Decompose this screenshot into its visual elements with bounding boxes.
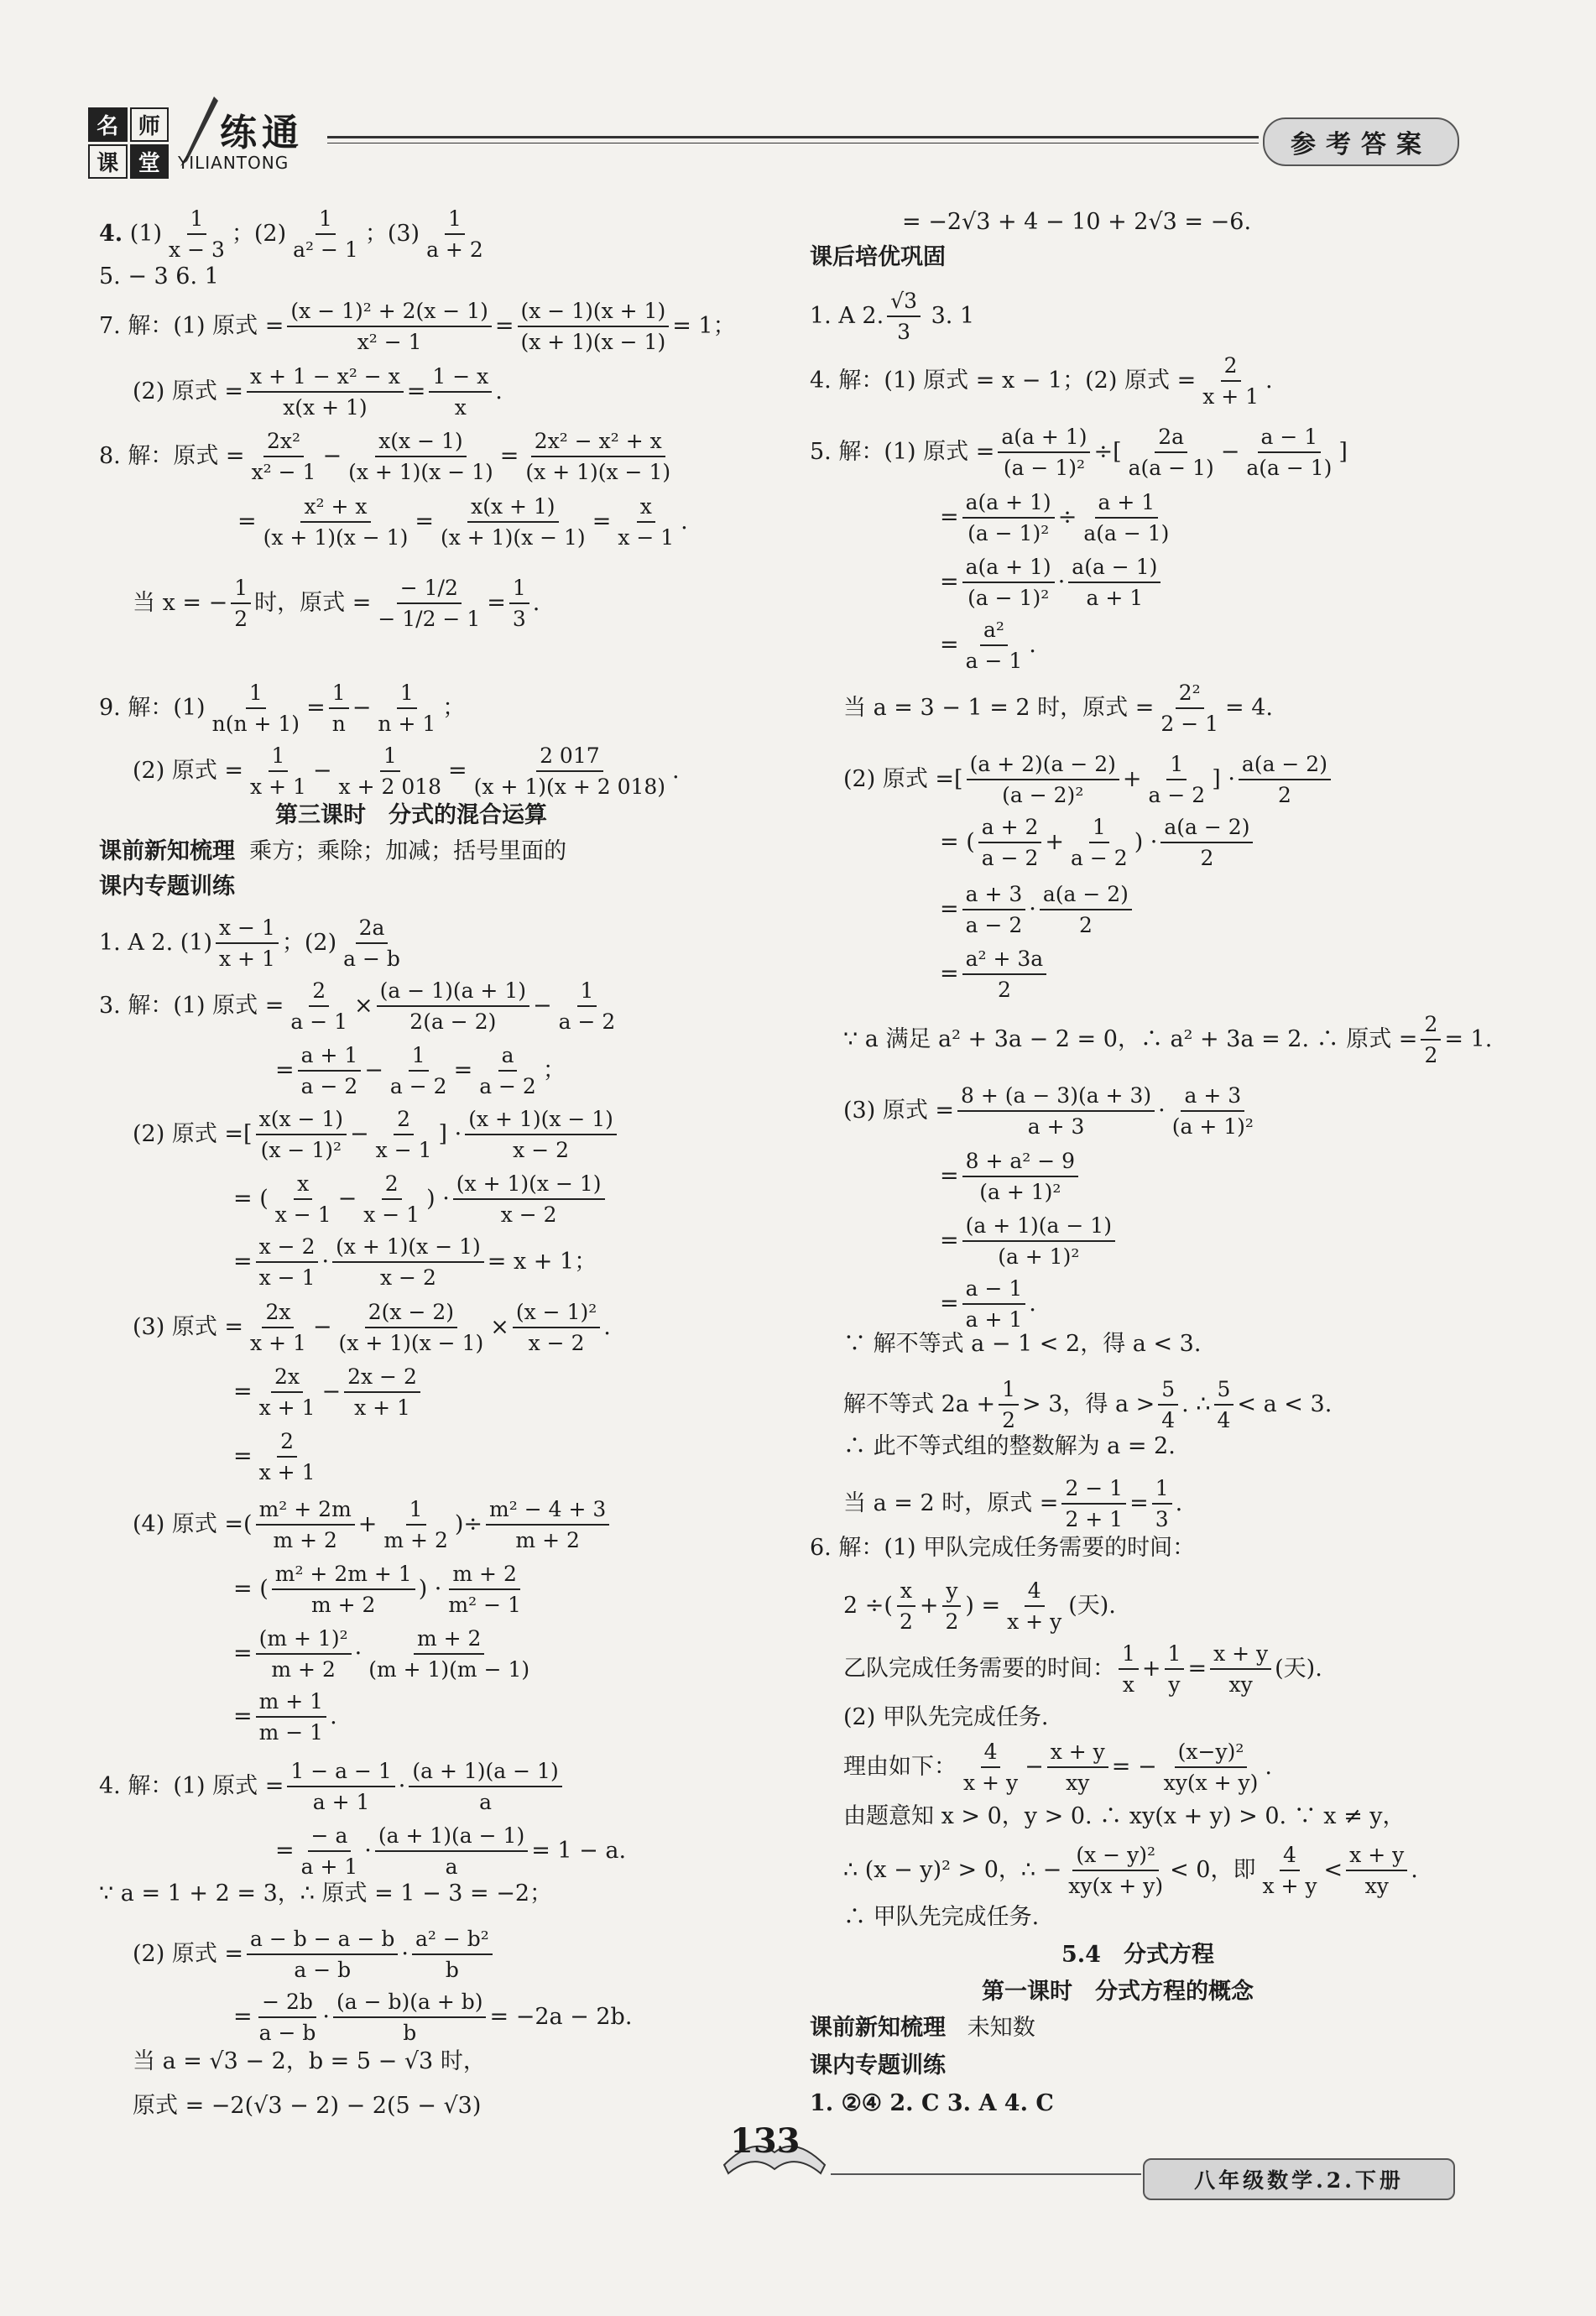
q8-line3: 当 x = − $\frac{1}{2}$ 时，原式 = $\frac{- 1/2}{- 1/2 - 1}$ = $\frac{1}{3}$ . [133,576,540,632]
r-pre-lesson-summary: 课前新知梳理 未知数 [810,2015,1035,2041]
r-q6-reason: 理由如下： $\frac{4}{x + y}$ − $\frac{x + y}{xy}$ = − $\frac{\text{(x−y)²}}{xy(x + y)}$ . [843,1740,1273,1796]
ic-q3-2a: (2) 原式 = [ $\frac{x(x - 1)}{\text{(x − 1)²}}$ − $\frac{2}{x - 1}$ ] · $\frac{(x + 1)(x - 1)}{x - 2}$ [133,1106,620,1164]
ic-q4-last: 原式 = −2(√3 − 2) − 2(5 − √3) [133,2093,482,2119]
q7-part2: (2) 原式 = $\frac{\text{x + 1 − x² − x}}{x(x + 1)}$ = $\frac{1 - x}{x}$ . [133,364,503,420]
r-q6-b: 乙队完成任务需要的时间： $\frac{1}{x}$ + $\frac{1}{y}$ = $\frac{x + y}{xy}$ (天). [843,1641,1322,1698]
r-q5-ineq1: ∵ 解不等式 a − 1 < 2，得 a < 3. [843,1331,1202,1357]
ic-q4-because: ∵ a = 1 + 2 = 3，∴ 原式 = 1 − 3 = −2； [99,1880,553,1907]
r-q5-3c: = $\frac{(a + 1)(a - 1)}{\text{(a + 1)²}}$ [940,1213,1119,1270]
answer-key-badge: 参考答案 [1263,117,1459,166]
ic-q3-4a: (4) 原式 = ( $\frac{\text{m² + 2m}}{m + 2}$ + $\frac{1}{m + 2}$ ) ÷ $\frac{\text{m² − 4 + 3}}{m + 2}$ [133,1496,613,1554]
r-q1-3: 1. A 2. $\frac{√3}{3}$ 3. 1 [810,289,975,345]
brand-subtitle: YILIANTONG [178,153,289,173]
r-q5-2d: = $\frac{\text{a² + 3a}}{2}$ [940,946,1050,1004]
r-q5-2b: = ( $\frac{a + 2}{a - 2}$ + $\frac{1}{a - 2}$ ) · $\frac{a(a - 2)}{2}$ [940,814,1256,872]
ic-q3-4d: = $\frac{m + 1}{m - 1}$ . [233,1689,337,1745]
ic-q3-2b: = ( $\frac{x}{x - 1}$ − $\frac{2}{x - 1}$ ) · $\frac{(x + 1)(x - 1)}{x - 2}$ [233,1171,608,1228]
post-class-title: 课后培优巩固 [810,244,946,270]
r-q5-2-since: ∵ a 满足 a² + 3a − 2 = 0，∴ a² + 3a = 2. ∴ 原式 = $\frac{2}{2}$ = 1. [843,1012,1493,1068]
ic-q3-1b: = $\frac{a + 1}{a - 2}$ − $\frac{1}{a - 2}$ = $\frac{a}{a - 2}$ ； [275,1043,566,1099]
r-continuation: = −2√3 + 4 − 10 + 2√3 = −6. [902,209,1252,235]
footer-rule [831,2173,1141,2175]
ic-q1-2: 1. A 2. (1) $\frac{x - 1}{x + 1}$ ；(2) $\frac{2a}{a - b}$ [99,915,400,972]
q4: 4. (1) $\frac{1}{x - 3}$ ；(2) $\frac{1}{\text{a² − 1}}$ ；(3) $\frac{1}{a + 2}$ [99,206,483,263]
brand-title: 练通 [220,112,304,154]
q5-6: 5. − 3 6. 1 [99,263,219,290]
r-q5-1a: 5. 解：(1) 原式 = $\frac{a(a + 1)}{\text{(a − 1)²}}$ ÷ [ $\frac{2a}{a(a - 1)}$ − $\frac{a - 1}{a(a - 1)}$ ] [810,425,1348,481]
r-q6-part2: (2) 甲队先完成任务. [843,1704,1049,1730]
ic-q4-2a: (2) 原式 = $\frac{a - b - a - b}{a - b}$ · $\frac{\text{a² − b²}}{b}$ [133,1926,496,1984]
q9-part2: (2) 原式 = $\frac{1}{x + 1}$ − $\frac{1}{x + 2 018}$ = $\frac{2 017}{(x + 1)(x + 2 018)}$ . [133,743,680,800]
section-5-4-title: 5.4 分式方程 [1061,1942,1214,1968]
ic-q4-2b: = $\frac{- 2b}{a - b}$ · $\frac{(a - b)(a + b)}{b}$ = −2a − 2b. [233,1990,633,2046]
ic-q3-4b: = ( $\frac{\text{m² + 2m + 1}}{m + 2}$ ) · $\frac{m + 2}{\text{m² − 1}}$ [233,1562,521,1618]
r-q4: 4. 解：(1) 原式 = x − 1；(2) 原式 = $\frac{2}{x + 1}$ . [810,353,1273,409]
series-logo: 名 师 课 堂 [88,107,169,175]
ic-q3-3b: = $\frac{2x}{x + 1}$ − $\frac{2x - 2}{x + 1}$ [233,1364,424,1421]
ic-q4-when: 当 a = √3 − 2，b = 5 − √3 时， [133,2048,486,2074]
r-q5-3b: = $\frac{\text{8 + a² − 9}}{\text{(a + 1)²}}$ [940,1148,1082,1206]
r-q5-ineq2: 解不等式 2a + $\frac{1}{2}$ > 3，得 a > $\frac{5}{4}$ . ∴ $\frac{5}{4}$ < a < 3. [843,1377,1333,1433]
r-q6-therefore: ∴ (x − y)² > 0，∴ − $\frac{\text{(x − y)²}}{xy(x + y)}$ < 0，即 $\frac{4}{x + y}$ < $\frac{x + y}{xy}$ . [843,1843,1418,1899]
r-q5-2a: (2) 原式 = [ $\frac{(a + 2)(a - 2)}{\text{(a − 2)²}}$ + $\frac{1}{a - 2}$ ] · $\frac{a(a - 2)}{2}$ [843,751,1334,809]
ic-q4-1a: 4. 解：(1) 原式 = $\frac{1 - a - 1}{a + 1}$ · $\frac{(a + 1)(a - 1)}{a}$ [99,1758,566,1816]
r-in-class-title: 课内专题训练 [810,2053,946,2079]
r-q6-given: 由题意知 x > 0，y > 0. ∴ xy(x + y) > 0. ∵ x ≠ y， [843,1803,1406,1829]
r-q5-int-sol: ∴ 此不等式组的整数解为 a = 2. [843,1433,1176,1459]
lesson3-title: 第三课时 分式的混合运算 [275,802,547,828]
lesson1-title: 第一课时 分式方程的概念 [982,1979,1254,2005]
r-q5-2c: = $\frac{a + 3}{a - 2}$ · $\frac{a(a - 2)}{2}$ [940,881,1135,939]
r-q6-head: 6. 解：(1) 甲队完成任务需要的时间： [810,1535,1196,1561]
ic-q4-1b: = $\frac{- a}{a + 1}$ · $\frac{(a + 1)(a - 1)}{a}$ = 1 − a. [275,1823,627,1880]
r-in-class-answers: 1. ②④ 2. C 3. A 4. C [810,2090,1054,2116]
r-q6-a: 2 ÷ ( $\frac{x}{2}$ + $\frac{y}{2}$ ) = $\frac{4}{x + y}$ (天). [843,1578,1116,1635]
page-number: 133 [730,2121,801,2161]
r-q5-1c: = $\frac{a(a + 1)}{\text{(a − 1)²}}$ · $\frac{a(a - 1)}{a + 1}$ [940,554,1164,612]
ic-q3-2c: = $\frac{x - 2}{x - 1}$ · $\frac{(x + 1)(x - 1)}{x - 2}$ = x + 1； [233,1234,597,1291]
r-q5-1d: = $\frac{\text{a²}}{a - 1}$ . [940,618,1036,674]
ic-q3-4c: = $\frac{\text{(m + 1)²}}{m + 2}$ · $\frac{m + 2}{(m + 1)(m - 1)}$ [233,1626,530,1682]
ic-q3-3a: (3) 原式 = $\frac{2x}{x + 1}$ − $\frac{2(x - 2)}{(x + 1)(x - 1)}$ × $\frac{\text{(x − 1)²}}{x - 2}$ . [133,1300,611,1356]
in-class-title: 课内专题训练 [99,874,235,900]
ic-q3-1a: 3. 解：(1) 原式 = $\frac{2}{a - 1}$ × $\frac{(a - 1)(a + 1)}{2(a - 2)}$ − $\frac{1}{a - 2}$ [99,978,616,1035]
q7-part1: 7. 解：(1) 原式 = $\frac{\text{(x − 1)² + 2(x − 1)}}{\text{x² − 1}}$ = $\frac{(x - 1)(x + 1)}{(x + 1)(x - 1)}$ = 1； [99,299,736,355]
r-q5-1b: = $\frac{a(a + 1)}{\text{(a − 1)²}}$ ÷ $\frac{a + 1}{a(a - 1)}$ [940,490,1170,546]
pre-lesson-summary: 课前新知梳理 乘方；乘除；加减；括号里面的 [99,838,567,864]
r-q5-3a: (3) 原式 = $\frac{8 + (a - 3)(a + 3)}{a + 3}$ · $\frac{a + 3}{\text{(a + 1)²}}$ [843,1083,1254,1140]
q9-part1: 9. 解：(1) $\frac{1}{n(n + 1)}$ = $\frac{1}{n}$ − $\frac{1}{n + 1}$ ； [99,681,466,737]
ic-q3-3c: = $\frac{2}{x + 1}$ [233,1429,316,1485]
q8-line1: 8. 解：原式 = $\frac{\text{2x²}}{\text{x² − 1}}$ − $\frac{x(x - 1)}{(x + 1)(x - 1)}$ = $\frac{\text{2x² − x² + x}}{(x + 1)(x - 1)}$ [99,429,671,485]
header-rule [327,136,1259,138]
r-q5-final: 当 a = 2 时，原式 = $\frac{2 - 1}{2 + 1}$ = $\frac{1}{3}$ . [843,1476,1183,1532]
r-q5-1-when: 当 a = 3 − 1 = 2 时，原式 = $\frac{\text{2²}}{2 - 1}$ = 4. [843,681,1273,737]
r-q6-conclusion: ∴ 甲队先完成任务. [843,1904,1040,1930]
q8-line2: = $\frac{\text{x² + x}}{(x + 1)(x - 1)}$ = $\frac{x(x + 1)}{(x + 1)(x - 1)}$ = $\frac{x}{x - 1}$ . [237,494,688,550]
book-title-badge: 八年级数学.2.下册 [1143,2158,1455,2200]
r-q5-3d: = $\frac{a - 1}{a + 1}$ . [940,1276,1036,1333]
